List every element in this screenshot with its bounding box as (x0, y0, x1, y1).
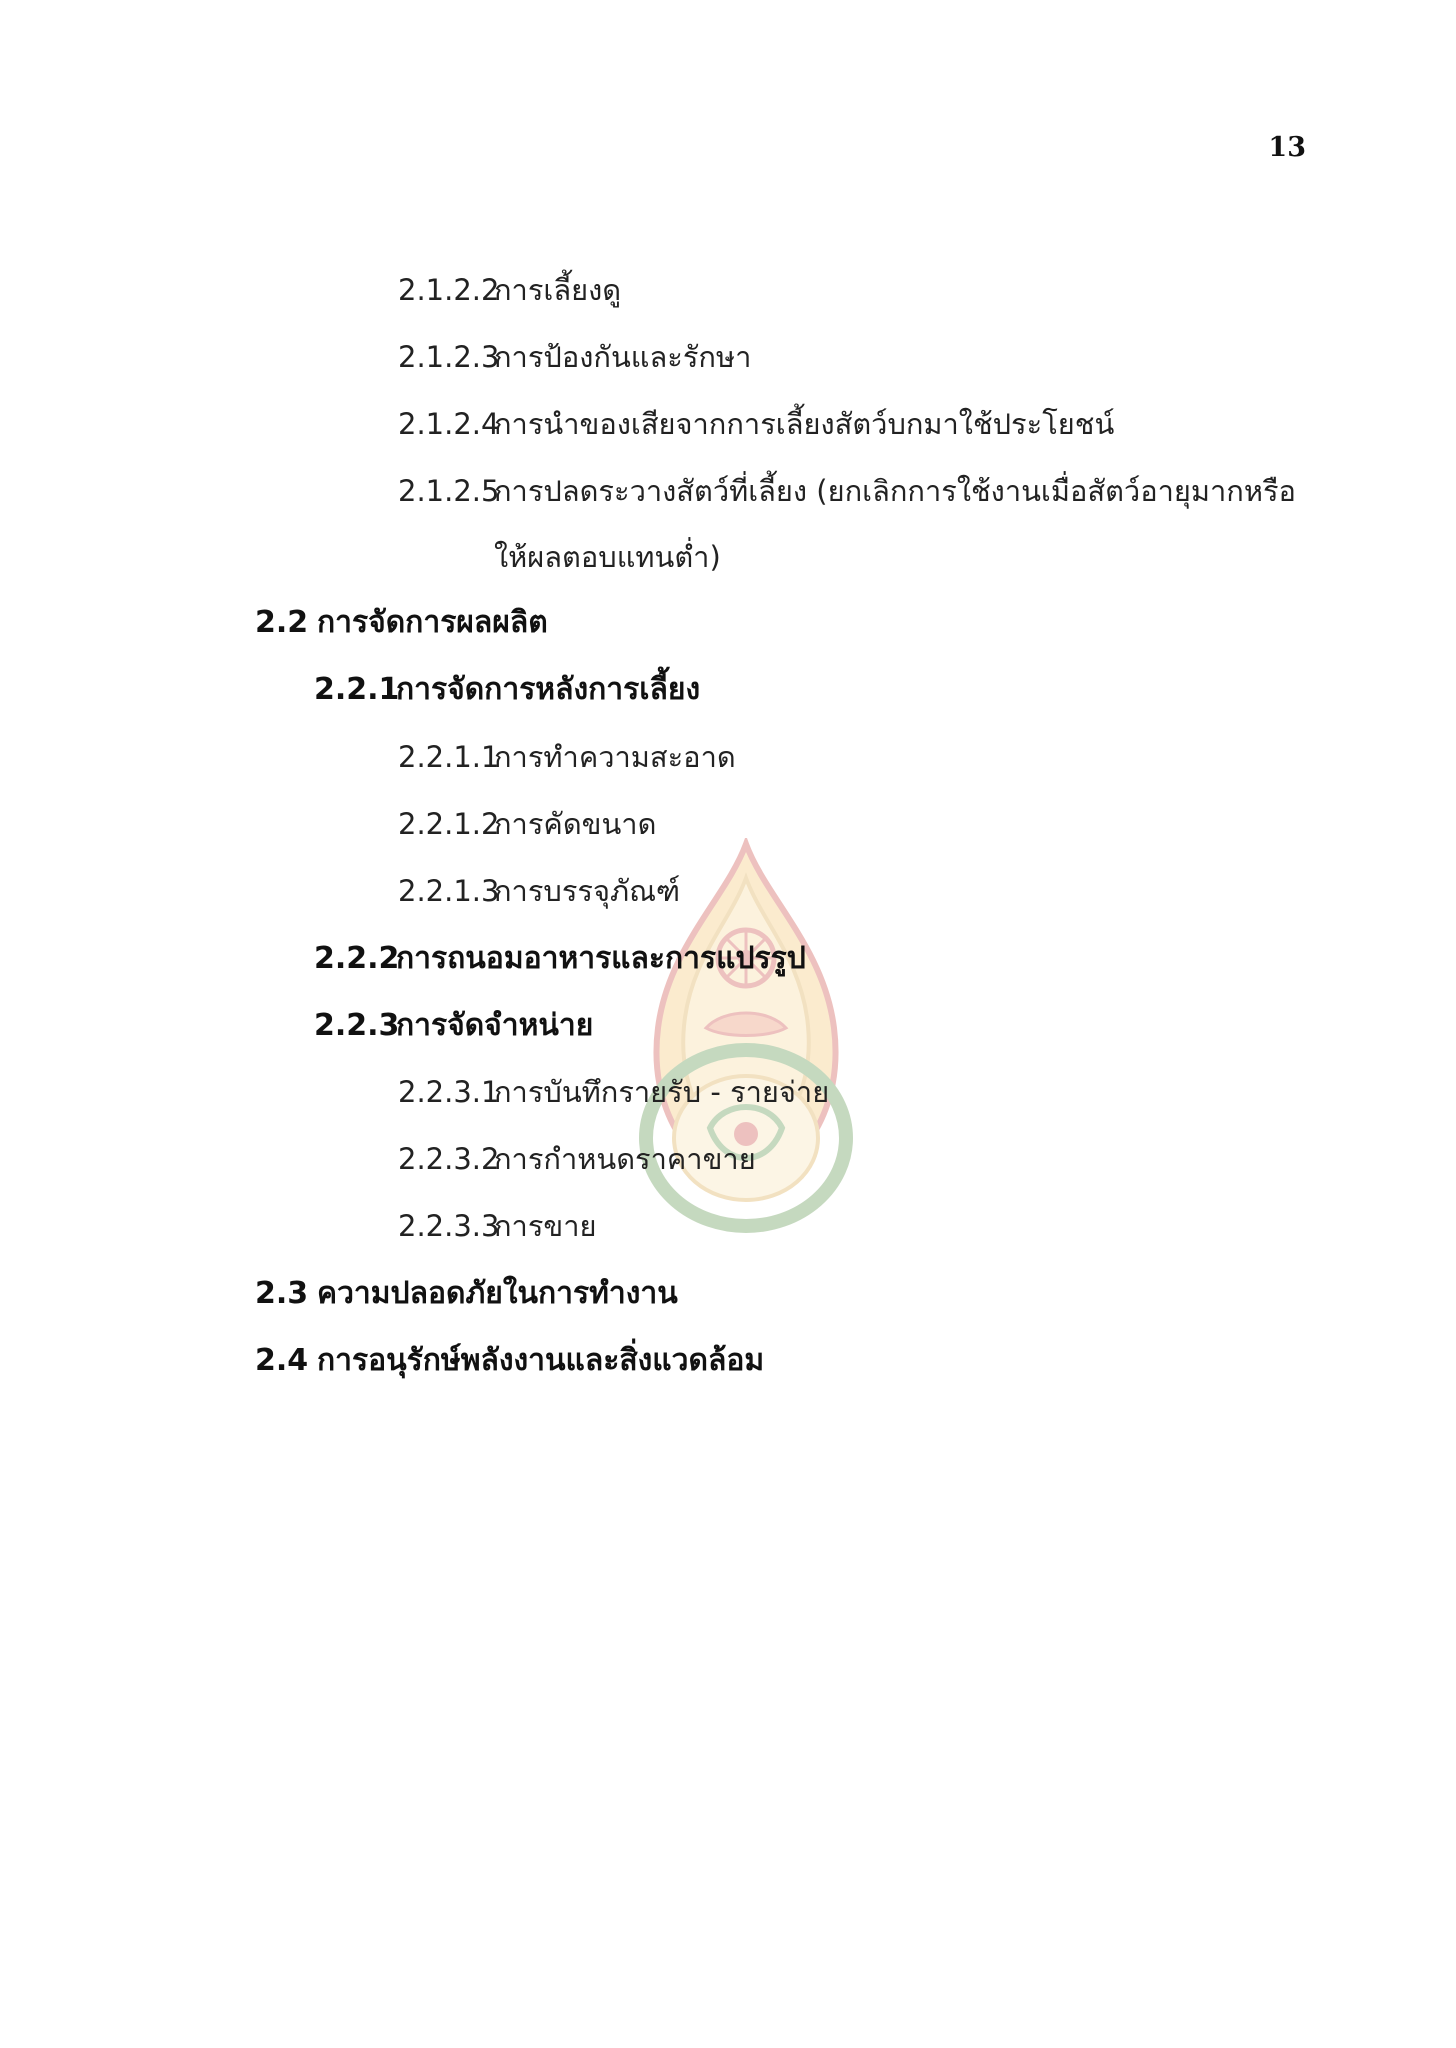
item-text: การจัดการผลผลิต (317, 605, 548, 640)
outline-item (398, 740, 736, 774)
item-number: 2.3 (255, 1276, 309, 1311)
item-text: การนำของเสียจากการเลี้ยงสัตว์บกมาใช้ประโยชน์ (494, 407, 1115, 441)
item-text: การป้องกันและรักษา (494, 340, 752, 374)
item-text: การบรรจุภัณฑ์ (494, 874, 681, 908)
item-text: ความปลอดภัยในการทำงาน (317, 1276, 678, 1311)
item-text: การทำความสะอาด (494, 740, 736, 774)
item-number: 2.1.2.5 (398, 474, 500, 508)
outline-heading-1 (255, 1343, 765, 1378)
outline-heading-1 (255, 605, 548, 640)
outline-item (398, 1075, 830, 1109)
item-number: 2.2.3.1 (398, 1075, 500, 1109)
outline-heading-1 (255, 1276, 678, 1311)
outline-item (398, 807, 657, 841)
outline-item (398, 273, 622, 307)
item-text: การเลี้ยงดู (494, 273, 622, 307)
outline-item (398, 874, 681, 908)
item-number: 2.2.1 (314, 672, 400, 707)
outline-heading-2 (314, 672, 701, 707)
item-text: การจัดจำหน่าย (396, 1008, 594, 1043)
item-text: การบันทึกรายรับ - รายจ่าย (494, 1075, 830, 1109)
item-text: การอนุรักษ์พลังงานและสิ่งแวดล้อม (317, 1343, 765, 1378)
item-text: การกำหนดราคาขาย (494, 1142, 756, 1176)
item-number: 2.1.2.2 (398, 273, 500, 307)
item-number: 2.2.1.2 (398, 807, 500, 841)
outline-item (398, 340, 752, 374)
item-number: 2.1.2.4 (398, 407, 500, 441)
item-text: การขาย (494, 1209, 597, 1243)
outline-item (398, 474, 1296, 508)
outline-heading-2 (314, 941, 806, 976)
outline-heading-2 (314, 1008, 594, 1043)
page-number: 13 (1268, 132, 1306, 163)
outline-item (398, 1142, 756, 1176)
item-text: การถนอมอาหารและการแปรรูป (396, 941, 806, 976)
item-number: 2.2 (255, 605, 309, 640)
item-number: 2.2.3.2 (398, 1142, 500, 1176)
outline-item (398, 1209, 597, 1243)
item-number: 2.2.1.1 (398, 740, 500, 774)
item-number: 2.2.3 (314, 1008, 400, 1043)
item-text: การจัดการหลังการเลี้ยง (396, 672, 701, 707)
outline-item-continuation (494, 540, 721, 574)
item-text: ให้ผลตอบแทนต่ำ) (494, 540, 721, 574)
item-text: การปลดระวางสัตว์ที่เลี้ยง (ยกเลิกการใช้งานเมื่อสัตว์อายุมากหรือ (494, 474, 1296, 508)
item-number: 2.2.1.3 (398, 874, 500, 908)
outline-item (398, 407, 1115, 441)
item-number: 2.2.2 (314, 941, 400, 976)
item-number: 2.1.2.3 (398, 340, 500, 374)
item-number: 2.2.3.3 (398, 1209, 500, 1243)
item-text: การคัดขนาด (494, 807, 657, 841)
item-number: 2.4 (255, 1343, 309, 1378)
